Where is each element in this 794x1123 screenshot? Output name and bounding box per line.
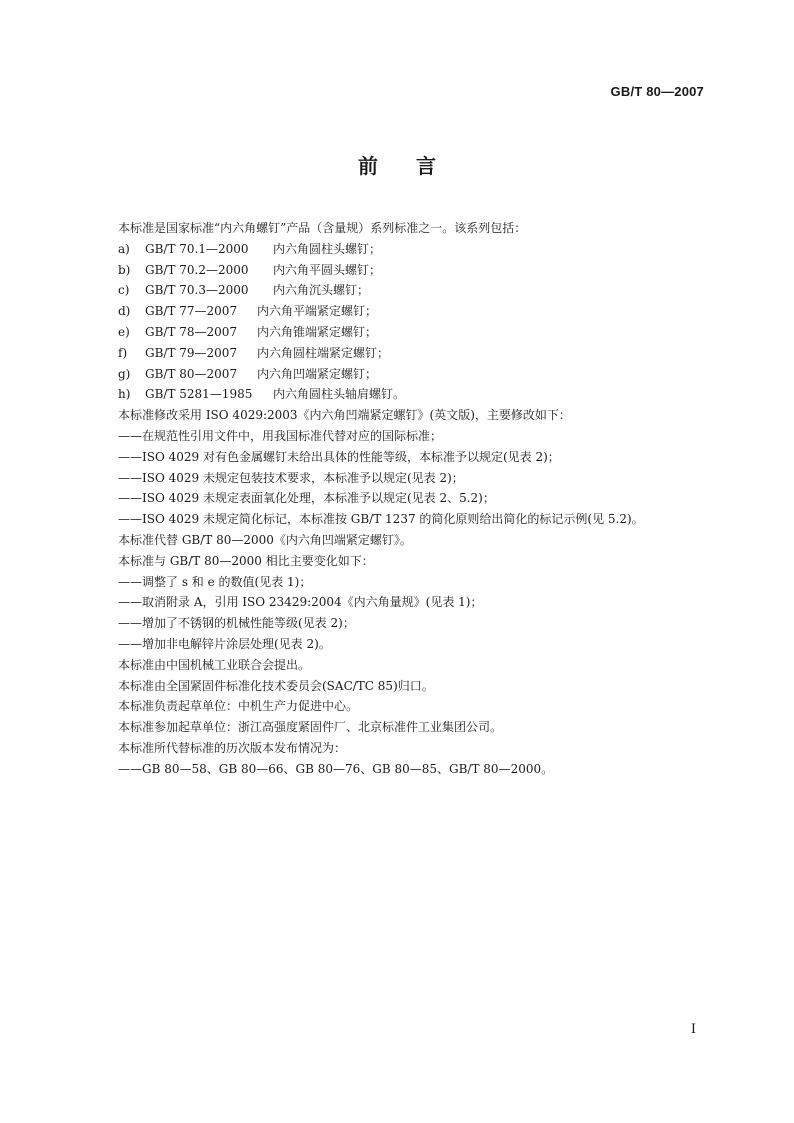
modification-text: ISO 4029 未规定包装技术要求，本标准予以规定(见表 2)； (142, 470, 464, 485)
em-dash: —— (118, 616, 142, 631)
foreword-body (118, 218, 718, 780)
modification-item (118, 468, 718, 489)
em-dash: —— (118, 470, 142, 485)
series-item (118, 322, 718, 343)
change-item (118, 592, 718, 613)
series-item (118, 239, 718, 260)
intro-paragraph: 本标准是国家标准“内六角螺钉”产品（含量规）系列标准之一。该系列包括： (118, 221, 527, 235)
change-text: 增加非电解锌片涂层处理(见表 2)。 (142, 636, 331, 651)
modification-text: ISO 4029 对有色金属螺钉未给出具体的性能等级，本标准予以规定(见表 2)； (142, 449, 560, 464)
series-item-name: 内六角沉头螺钉； (273, 283, 370, 298)
series-item-code: GB/T 78—2007 (145, 324, 238, 339)
series-item-mark: h) (118, 387, 131, 402)
modification-text: 在规范性引用文件中，用我国标准代替对应的国际标准； (142, 428, 443, 443)
change-text: 取消附录 A，引用 ISO 23429:2004《内六角量规》(见表 1)； (142, 595, 483, 610)
series-item-mark: a) (118, 241, 130, 256)
em-dash: —— (118, 761, 142, 776)
series-item-code: GB/T 70.2—2000 (145, 262, 249, 277)
series-item-name: 内六角圆柱端紧定螺钉； (257, 345, 390, 360)
lead-drafter-statement: 本标准负责起草单位：中机生产力促进中心。 (118, 699, 359, 714)
series-item-code: GB/T 70.3—2000 (145, 283, 249, 298)
series-item-name: 内六角圆柱头轴肩螺钉。 (273, 387, 406, 402)
series-item-mark: g) (118, 366, 131, 381)
page-title (0, 150, 794, 179)
series-item-code: GB/T 79—2007 (145, 345, 238, 360)
em-dash: —— (118, 574, 142, 589)
em-dash: —— (118, 595, 142, 610)
modification-text: ISO 4029 未规定表面氧化处理，本标准予以规定(见表 2、5.2)； (142, 491, 495, 506)
change-item (118, 613, 718, 634)
participating-drafters-statement: 本标准参加起草单位：浙江高强度紧固件厂、北京标准件工业集团公司。 (118, 720, 503, 735)
em-dash: —— (118, 491, 142, 506)
replaces-statement: 本标准代替 GB/T 80—2000《内六角凹端紧定螺钉》。 (118, 532, 412, 547)
page-number: I (690, 1022, 696, 1037)
series-item-code: GB/T 5281—1985 (145, 387, 253, 402)
series-item (118, 384, 718, 405)
title-part-2: 言 (416, 154, 436, 178)
standard-code: GB/T 80—2007 (610, 84, 704, 99)
series-item-code: GB/T 77—2007 (145, 304, 238, 319)
series-item-mark: c) (118, 283, 130, 298)
committee-statement: 本标准由全国紧固件标准化技术委员会(SAC/TC 85)归口。 (118, 678, 434, 693)
series-item-code: GB/T 70.1—2000 (145, 241, 249, 256)
change-text: 增加了不锈钢的机械性能等级(见表 2)； (142, 616, 355, 631)
modification-item (118, 426, 718, 447)
proposer-statement: 本标准由中国机械工业联合会提出。 (118, 657, 311, 672)
series-item-name: 内六角平圆头螺钉； (273, 262, 382, 277)
modification-item (118, 447, 718, 468)
series-item (118, 280, 718, 301)
series-item-name: 内六角圆柱头螺钉； (273, 241, 382, 256)
series-item (118, 260, 718, 281)
modification-item (118, 488, 718, 509)
history-item (118, 759, 718, 780)
series-item (118, 301, 718, 322)
series-item-name: 内六角锥端紧定螺钉； (257, 324, 378, 339)
series-item-mark: d) (118, 304, 131, 319)
change-item (118, 634, 718, 655)
series-item-mark: e) (118, 324, 130, 339)
modification-intro: 本标准修改采用 ISO 4029:2003《内六角凹端紧定螺钉》(英文版)，主要修改如下： (118, 408, 571, 423)
series-item-name: 内六角平端紧定螺钉； (257, 304, 378, 319)
changes-intro: 本标准与 GB/T 80—2000 相比主要变化如下： (118, 553, 374, 568)
change-item (118, 572, 718, 593)
series-item-mark: f) (118, 345, 128, 360)
history-intro: 本标准所代替标准的历次版本发布情况为： (118, 740, 347, 755)
modification-item (118, 509, 718, 530)
series-item-mark: b) (118, 262, 131, 277)
modification-text: ISO 4029 未规定简化标记，本标准按 GB/T 1237 的简化原则给出简化的标记示例(见 5.2)。 (142, 512, 644, 527)
history-text: GB 80—58、GB 80—66、GB 80—76、GB 80—85、GB/T 80—2000。 (142, 761, 554, 776)
series-item (118, 343, 718, 364)
series-item-code: GB/T 80—2007 (145, 366, 238, 381)
em-dash: —— (118, 449, 142, 464)
em-dash: —— (118, 428, 142, 443)
series-item-name: 内六角凹端紧定螺钉； (257, 366, 378, 381)
title-part-1: 前 (358, 154, 378, 178)
change-text: 调整了 s 和 e 的数值(见表 1)； (142, 574, 312, 589)
series-item (118, 364, 718, 385)
em-dash: —— (118, 636, 142, 651)
em-dash: —— (118, 512, 142, 527)
